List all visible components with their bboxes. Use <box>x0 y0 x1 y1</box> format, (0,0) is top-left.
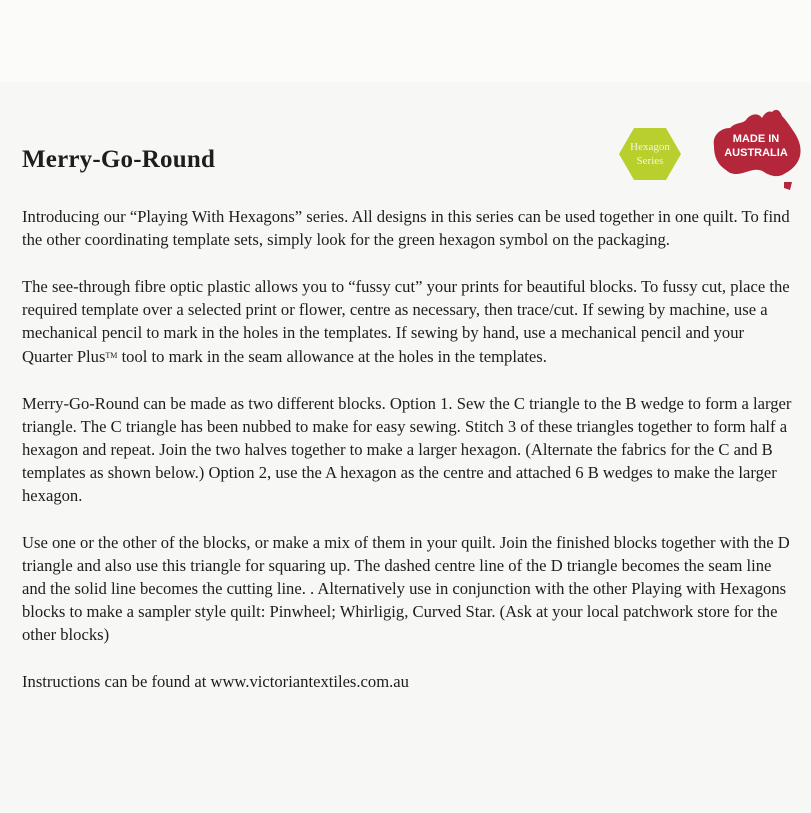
instructions-body <box>22 205 792 717</box>
page-title: Merry-Go-Round <box>22 146 216 173</box>
instructions-link-text: Instructions can be found at www.victoriantextiles.com.au <box>22 672 409 691</box>
fussy-cut-text: The see-through fibre optic plastic allows you to “fussy cut” your prints for beautiful blocks. To fussy cut, place the required template over a selected print or flower, centre as necessary, then trace/cut. If sewing by machine, use a mechanical pencil to mark in the holes in the templates. If sewing by hand, use a mechanical pencil and your Quarter Plus <box>22 277 790 366</box>
made-in-australia-badge <box>706 106 806 196</box>
hexagon-badge-line2: Series <box>636 155 664 167</box>
australia-map-icon <box>706 106 806 196</box>
hexagon-series-badge <box>618 126 682 182</box>
hexagon-badge-line1: Hexagon <box>630 141 670 153</box>
made-in-line2: AUSTRALIA <box>724 147 788 159</box>
intro-paragraph: Introducing our “Playing With Hexagons” series. All designs in this series can be used together in one quilt. To find the other coordinating template sets, simply look for the green hexagon symbol on the packaging. <box>22 207 790 249</box>
assembly-paragraph: Use one or the other of the blocks, or make a mix of them in your quilt. Join the finished blocks together with the D triangle and also use this triangle for squaring up. The dashed centre line of the D triangle becomes the seam line and the solid line becomes the cutting line. . Alternatively use in conjunction with the other Playing with Hexagons blocks to make a sampler style quilt: Pinwheel; Whirligig, Curved Star. (Ask at your local patchwork store for the other blocks) <box>22 533 790 644</box>
top-margin-band <box>0 0 811 82</box>
fussy-cut-paragraph <box>22 275 792 368</box>
made-in-line1: MADE IN <box>732 133 780 145</box>
block-options-paragraph: Merry-Go-Round can be made as two different blocks. Option 1. Sew the C triangle to the B wedge to form a larger triangle. The C triangle has been nubbed to make for easy sewing. Stitch 3 of these triangles together to form half a hexagon and repeat. Join the two halves together to make a larger hexagon. (Alternate the fabrics for the C and B templates as shown below.) Option 2, use the A hexagon as the centre and attached 6 B wedges to make the larger hexagon. <box>22 394 792 505</box>
fussy-cut-text-continued: tool to mark in the seam allowance at the holes in the templates. <box>117 347 547 366</box>
trademark-symbol: TM <box>105 351 118 360</box>
hexagon-icon <box>618 126 682 182</box>
